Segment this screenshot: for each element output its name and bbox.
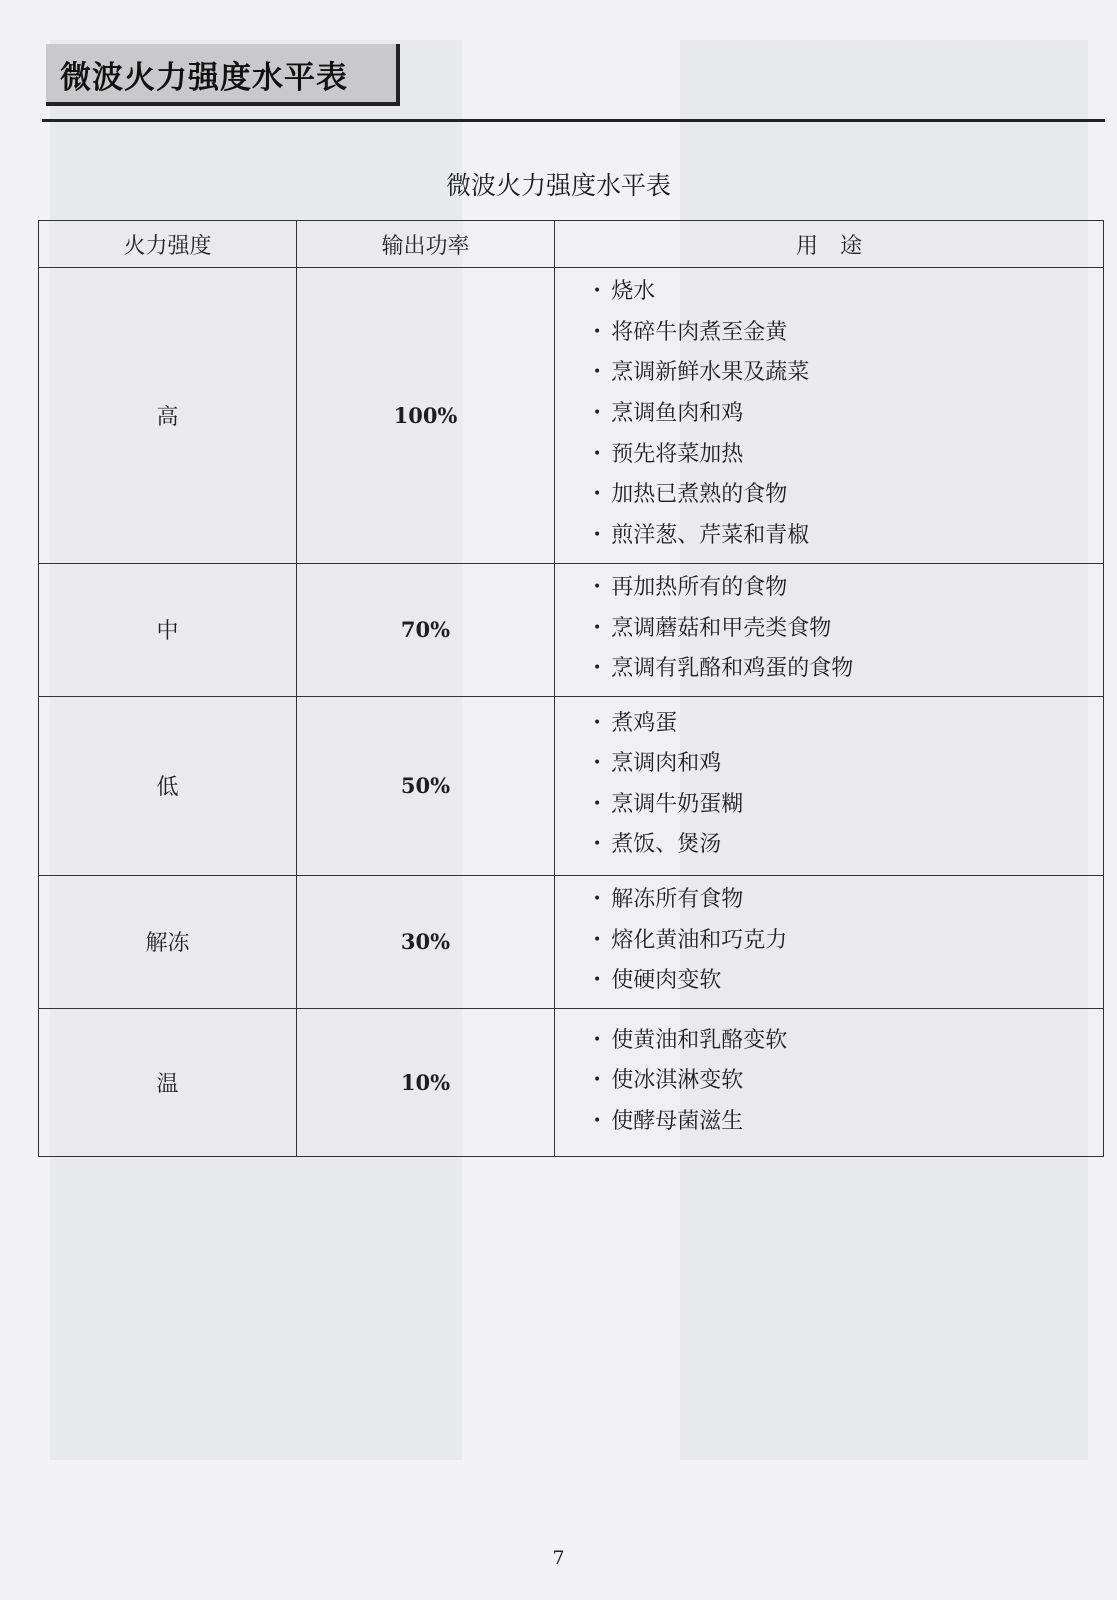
usage-item: • 烧水	[593, 273, 1103, 314]
usage-list	[555, 881, 1103, 1003]
table-row	[39, 697, 1104, 875]
output-cell: 70%	[297, 563, 555, 697]
usage-item: • 熔化黄油和巧克力	[593, 922, 1103, 963]
header-level: 火力强度	[39, 221, 297, 268]
usage-cell	[555, 563, 1104, 697]
table-row	[39, 268, 1104, 564]
table-row	[39, 1009, 1104, 1157]
usage-cell	[555, 875, 1104, 1009]
usage-list	[555, 1022, 1103, 1144]
output-cell: 100%	[297, 268, 555, 564]
usage-item: • 预先将菜加热	[593, 436, 1103, 477]
usage-list	[555, 569, 1103, 691]
section-heading: 微波火力强度水平表	[60, 60, 348, 96]
level-cell: 中	[39, 563, 297, 697]
table-header-row	[39, 221, 1104, 268]
usage-item: • 加热已煮熟的食物	[593, 476, 1103, 517]
usage-item: • 煮鸡蛋	[593, 705, 1103, 746]
usage-item: • 烹调牛奶蛋糊	[593, 786, 1103, 827]
output-cell: 30%	[297, 875, 555, 1009]
usage-item: • 烹调蘑菇和甲壳类食物	[593, 610, 1103, 651]
usage-item: • 再加热所有的食物	[593, 569, 1103, 610]
usage-item: • 烹调有乳酪和鸡蛋的食物	[593, 650, 1103, 691]
usage-item: • 烹调新鲜水果及蔬菜	[593, 354, 1103, 395]
heading-rule	[42, 119, 1105, 122]
usage-item: • 解冻所有食物	[593, 881, 1103, 922]
usage-item: • 使硬肉变软	[593, 962, 1103, 1003]
table-title: 微波火力强度水平表	[445, 171, 671, 200]
usage-item: • 使黄油和乳酪变软	[593, 1022, 1103, 1063]
page-number: 7	[552, 1547, 565, 1569]
usage-cell	[555, 1009, 1104, 1157]
usage-item: • 使冰淇淋变软	[593, 1062, 1103, 1103]
usage-item: • 烹调鱼肉和鸡	[593, 395, 1103, 436]
power-level-table	[38, 220, 1104, 1157]
usage-item: • 煮饭、煲汤	[593, 826, 1103, 867]
usage-item: • 将碎牛肉煮至金黄	[593, 314, 1103, 355]
header-usage: 用 途	[555, 221, 1104, 268]
table-row	[39, 563, 1104, 697]
usage-cell	[555, 697, 1104, 875]
usage-list	[555, 273, 1103, 557]
output-cell: 50%	[297, 697, 555, 875]
level-cell: 低	[39, 697, 297, 875]
usage-cell	[555, 268, 1104, 564]
usage-item: • 煎洋葱、芹菜和青椒	[593, 517, 1103, 558]
table-body	[39, 268, 1104, 1157]
table-row	[39, 875, 1104, 1009]
output-cell: 10%	[297, 1009, 555, 1157]
header-output: 输出功率	[297, 221, 555, 268]
usage-item: • 使酵母菌滋生	[593, 1103, 1103, 1144]
level-cell: 高	[39, 268, 297, 564]
section-heading-box	[46, 44, 400, 106]
usage-list	[555, 705, 1103, 867]
level-cell: 温	[39, 1009, 297, 1157]
level-cell: 解冻	[39, 875, 297, 1009]
usage-item: • 烹调肉和鸡	[593, 745, 1103, 786]
